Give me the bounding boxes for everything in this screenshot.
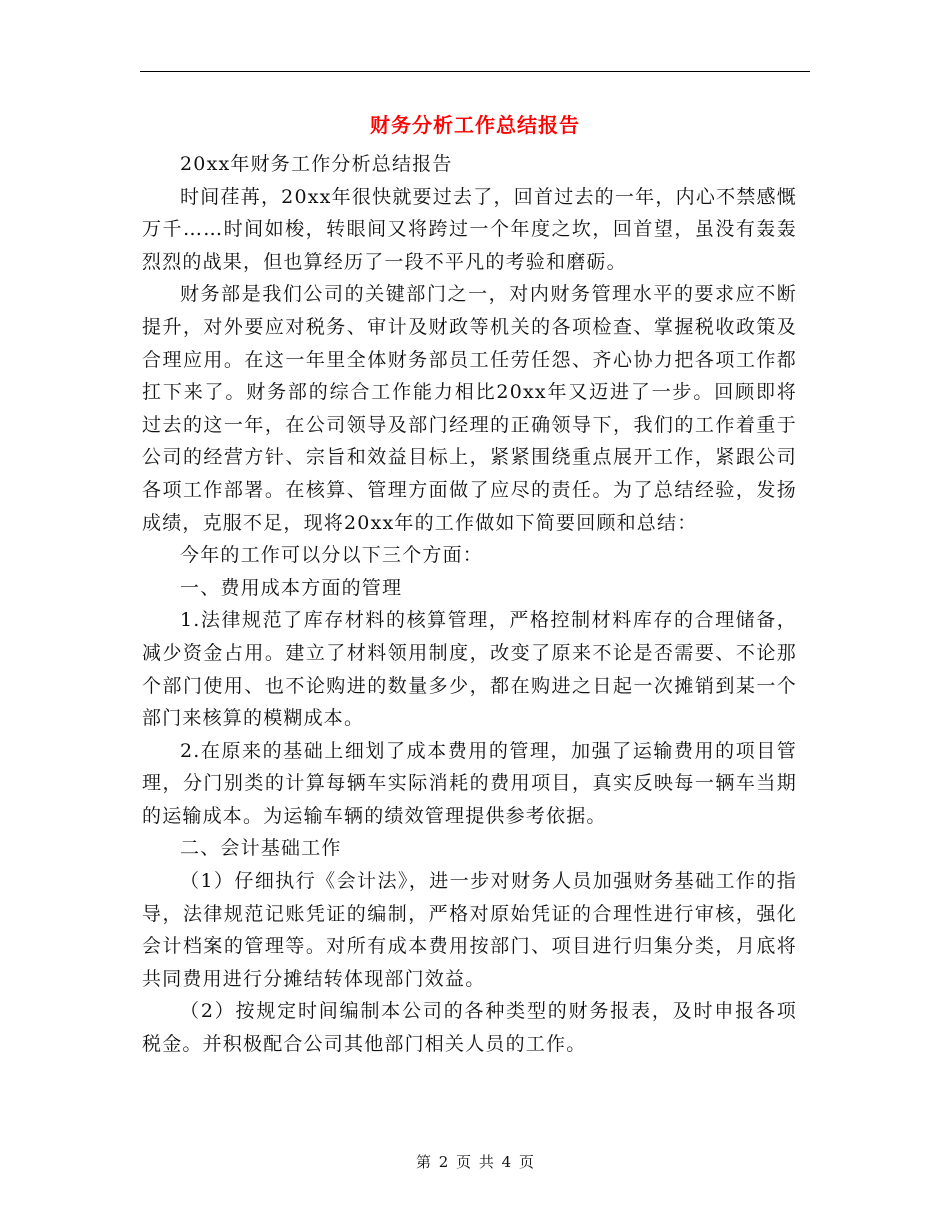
accounting-item-2: （2）按规定时间编制本公司的各种类型的财务报表，及时申报各项税金。并积极配合公司其他部门相关人员的工作。 [142, 1000, 797, 1056]
page-footer: 第 2 页 共 4 页 [416, 1153, 534, 1171]
overview-paragraph: 今年的工作可以分以下三个方面： [180, 544, 484, 567]
subtitle-paragraph: 20xx年财务工作分析总结报告 [180, 153, 453, 175]
document-title: 财务分析工作总结报告 [370, 113, 580, 137]
accounting-item-1: （1）仔细执行《会计法》，进一步对财务人员加强财务基础工作的指导，法律规范记账凭证的编制，严格对原始凭证的合理性进行审核，强化会计档案的管理等。对所有成本费用按部门、项目进行归集分类，月底将共同费用进行分摊结转体现部门效益。 [142, 870, 797, 990]
document-body [142, 148, 797, 1061]
cost-item-2: 2.在原来的基础上细划了成本费用的管理，加强了运输费用的项目管理，分门别类的计算每辆车实际消耗的费用项目，真实反映每一辆车当期的运输成本。为运输车辆的绩效管理提供参考依据。 [142, 739, 797, 827]
intro-paragraph: 时间荏苒，20xx年很快就要过去了，回首过去的一年，内心不禁感慨万千……时间如梭，转眼间又将跨过一个年度之坎，回首望，虽没有轰轰烈烈的战果，但也算经历了一段不平凡的考验和磨砺。 [142, 185, 797, 273]
section-heading-cost: 一、费用成本方面的管理 [180, 576, 403, 599]
department-paragraph: 财务部是我们公司的关键部门之一，对内财务管理水平的要求应不断提升，对外要应对税务、审计及财政等机关的各项检查、掌握税收政策及合理应用。在这一年里全体财务部员工任劳任怨、齐心协力把各项工作都扛下来了。财务部的综合工作能力相比20xx年又迈进了一步。回顾即将过去的这一年，在公司领导及部门经理的正确领导下，我们的工作着重于公司的经营方针、宗旨和效益目标上，紧紧围绕重点展开工作，紧跟公司各项工作部署。在核算、管理方面做了应尽的责任。为了总结经验，发扬成绩，克服不足，现将20xx年的工作做如下简要回顾和总结： [142, 283, 797, 534]
section-heading-accounting: 二、会计基础工作 [180, 837, 342, 860]
header-rule [140, 71, 810, 72]
cost-item-1: 1.法律规范了库存材料的核算管理，严格控制材料库存的合理储备，减少资金占用。建立了材料领用制度，改变了原来不论是否需要、不论那个部门使用、也不论购进的数量多少，都在购进之日起一次摊销到某一个部门来核算的模糊成本。 [142, 609, 797, 730]
